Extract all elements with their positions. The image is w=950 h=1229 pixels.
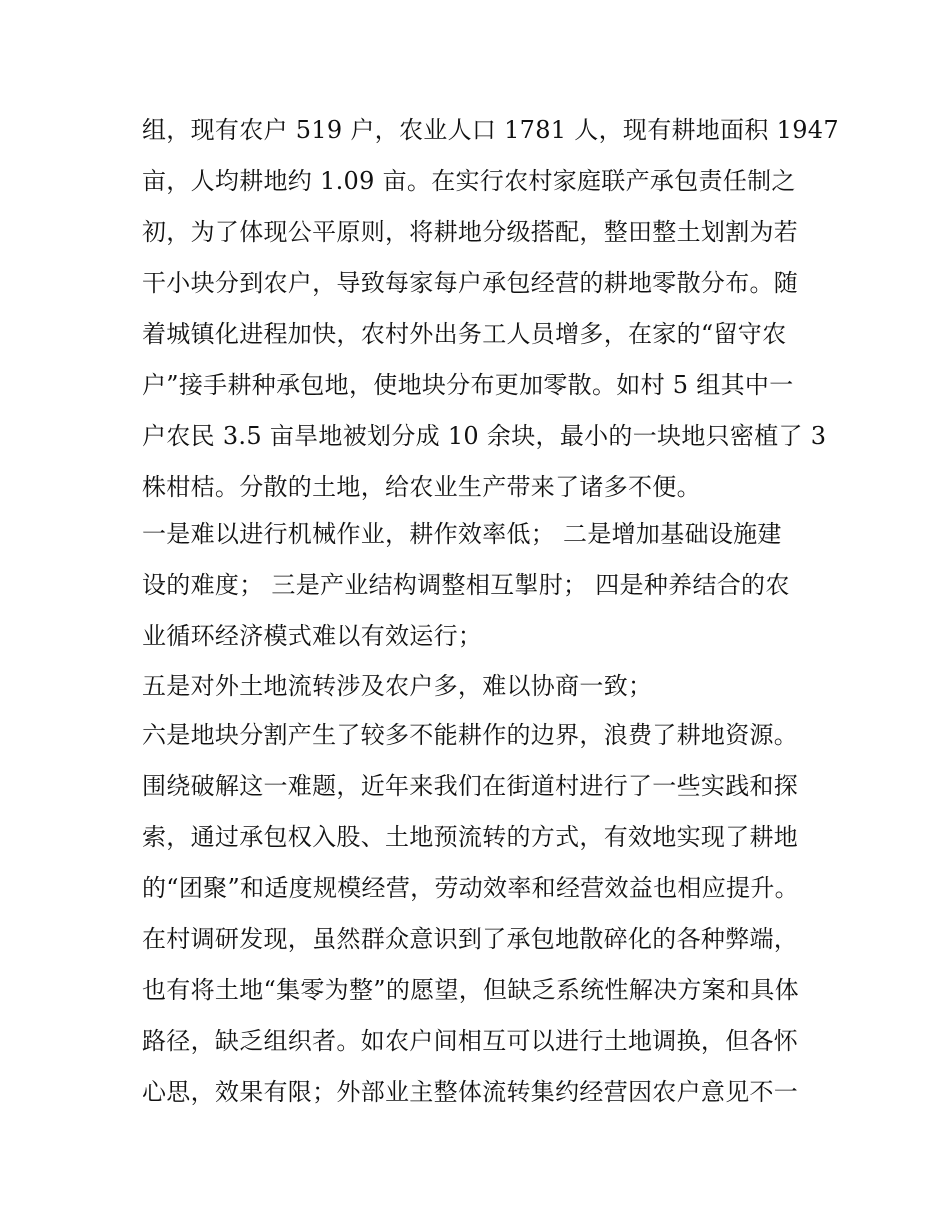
text-line: 在村调研发现，虽然群众意识到了承包地散碎化的各种弊端， [142, 925, 799, 953]
text-line: 亩，人均耕地约 1.09 亩。在实行农村家庭联产承包责任制之 [142, 167, 796, 195]
text-line: 心思，效果有限；外部业主整体流转集约经营因农户意见不一 [142, 1078, 799, 1106]
text-line: 株柑桔。分散的土地，给农业生产带来了诸多不便。 [142, 473, 701, 501]
text-line: 业循环经济模式难以有效运行； [142, 622, 483, 650]
text-line: 户农民 3.5 亩旱地被划分成 10 余块，最小的一块地只密植了 3 [142, 422, 827, 450]
text-line: 也有将土地“集零为整”的愿望，但缺乏系统性解决方案和具体 [142, 976, 799, 1004]
text-line: 五是对外土地流转涉及农户多，难以协商一致； [142, 672, 653, 700]
text-line: 户”接手耕种承包地，使地块分布更加零散。如村 5 组其中一 [142, 371, 794, 399]
text-line: 一是难以进行机械作业，耕作效率低； 二是增加基础设施建 [142, 520, 782, 548]
text-line: 组，现有农户 519 户，农业人口 1781 人，现有耕地面积 1947 [142, 116, 839, 144]
text-line: 初，为了体现公平原则，将耕地分级搭配，整田整土划割为若 [142, 218, 799, 246]
text-line: 的“团聚”和适度规模经营，劳动效率和经营效益也相应提升。 [142, 874, 799, 902]
text-line: 设的难度； 三是产业结构调整相互掣肘； 四是种养结合的农 [142, 571, 790, 599]
text-line: 干小块分到农户，导致每家每户承包经营的耕地零散分布。随 [142, 269, 799, 297]
text-line: 围绕破解这一难题，近年来我们在街道村进行了一些实践和探 [142, 772, 799, 800]
text-line: 六是地块分割产生了较多不能耕作的边界，浪费了耕地资源。 [142, 721, 799, 749]
text-line: 着城镇化进程加快，农村外出务工人员增多，在家的“留守农 [142, 320, 787, 348]
text-line: 索，通过承包权入股、土地预流转的方式，有效地实现了耕地 [142, 823, 799, 851]
text-line: 路径，缺乏组织者。如农户间相互可以进行土地调换，但各怀 [142, 1027, 799, 1055]
